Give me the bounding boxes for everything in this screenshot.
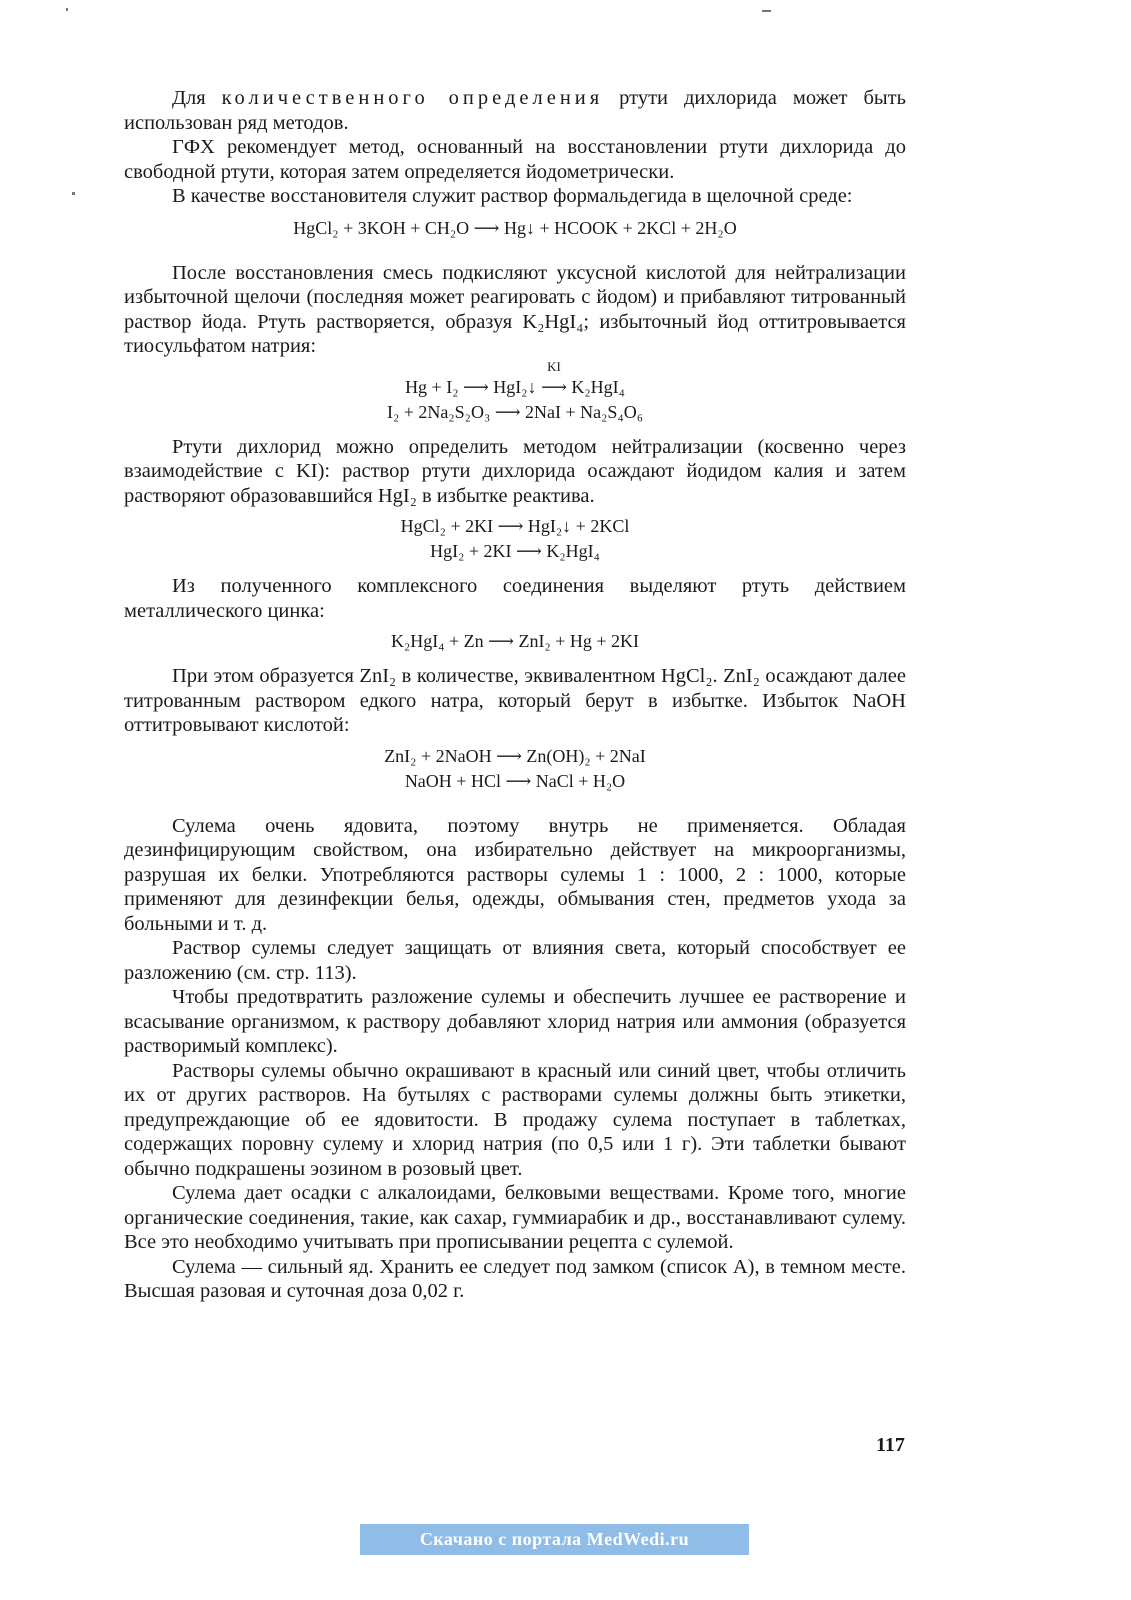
download-source-banner	[360, 1524, 749, 1555]
paragraph-alkaloids: Сулема дает осадки с алкалоидами, белковыми веществами. Кроме того, многие органические соединения, такие, как сахар, гуммиарабик и др., восстанавливают сулему. Все это необходимо учитывать при прописывании рецепта с сулемой.	[124, 1182, 906, 1253]
equation: HgCl₂ + 3KOH + CH₂O ⟶ Hg↓ + HCOOK + 2KCl + 2H₂O	[293, 217, 737, 238]
spaced-emphasis: количественного определения	[221, 87, 604, 109]
equation-group-reduction	[124, 209, 906, 261]
paragraph-light: Раствор сулемы следует защищать от влияния света, который способствует ее разложению (см. стр. 113).	[124, 937, 906, 984]
equation: ZnI₂ + 2NaOH ⟶ Zn(OH)₂ + 2NaI	[384, 745, 646, 766]
paragraph-intro	[124, 86, 906, 135]
paragraph-neutralization: Ртути дихлорид можно определить методом нейтрализации (косвенно через взаимодействие с KI): раствор ртути дихлорида осаждают йодидом калия и затем растворяют образовавшийся HgI₂ в избытке реактива.	[124, 435, 906, 507]
paragraph-coloring: Растворы сулемы обычно окрашивают в красный или синий цвет, чтобы отличить их от других растворов. На бутылях с растворами сулемы должны быть этикетки, предупреждающие об ее ядовитости. В продажу сулема поступает в таблетках, содержащих поровну сулему и хлорид натрия (по 0,5 или 1 г). Эти таблетки бывают обычно подкрашены эозином в розовый цвет.	[124, 1059, 906, 1180]
text-run: ртути дихлорида может быть использован ряд методов.	[124, 87, 906, 134]
scan-speck	[66, 8, 68, 11]
equation: HgI₂ + 2KI ⟶ K₂HgI₄	[430, 541, 600, 561]
equation	[124, 358, 906, 400]
catalyst-arrow	[541, 358, 567, 400]
paragraph-reducer: В качестве восстановителя служит раствор формальдегида в щелочной среде:	[172, 185, 853, 207]
equation-group-neutralization	[124, 508, 906, 572]
equation: I₂ + 2Na₂S₂O₃ ⟶ 2NaI + Na₂S₄O₆	[386, 401, 643, 422]
equation-group-iodometry	[124, 359, 906, 433]
paragraph-poison: Сулема очень ядовита, поэтому внутрь не применяется. Обладая дезинфицирующим свойством, она избирательно действует на микроорганизмы, разрушая их белки. Употребляются растворы сулемы 1 : 1000, 2 : 1000, которые применяют для дезинфекции белья, одежды, обмывания стен, предметов ухода за больными и т. д.	[124, 814, 906, 935]
equation-group-titration	[124, 738, 906, 802]
scan-speck	[72, 192, 75, 195]
equation-group-zinc	[124, 623, 906, 662]
paragraph-zinc: Из полученного комплексного соединения выделяют ртуть действием металлического цинка:	[124, 575, 906, 622]
equation: K₂HgI₄ + Zn ⟶ ZnI₂ + Hg + 2KI	[390, 631, 640, 651]
page-body	[124, 86, 906, 1304]
equation-part: K₂HgI₄	[566, 376, 625, 397]
paragraph-storage: Сулема — сильный яд. Хранить ее следует под замком (список А), в темном месте. Высшая разовая и суточная доза 0,02 г.	[124, 1255, 906, 1302]
scan-speck	[762, 10, 771, 12]
equation-part: Hg + I₂ ⟶ HgI₂↓	[405, 376, 542, 397]
page-number: 117	[876, 1434, 905, 1456]
paragraph-zni2: При этом образуется ZnI₂ в количестве, эквивалентном HgCl₂. ZnI₂ осаждают далее титрованным раствором едкого натра, который берут в избытке. Избыток NaOH оттитровывают кислотой:	[124, 665, 906, 736]
reaction-arrow: ⟶	[541, 376, 567, 397]
catalyst-label: KI	[547, 358, 561, 374]
paragraph-prevent-decomposition: Чтобы предотвратить разложение сулемы и обеспечить лучшее ее растворение и всасывание организмом, к раствору добавляют хлорид натрия или аммония (образуется растворимый комплекс).	[124, 986, 906, 1057]
equation: NaOH + HCl ⟶ NaCl + H₂O	[404, 770, 626, 791]
equation: HgCl₂ + 2KI ⟶ HgI₂↓ + 2KCl	[400, 516, 630, 536]
paragraph-gfx-method: ГФХ рекомендует метод, основанный на восстановлении ртути дихлорида до свободной ртути, которая затем определяется йодометрически.	[124, 136, 906, 183]
banner-text: Скачано с портала MedWedi.ru	[419, 1529, 690, 1549]
paragraph-after-reduction: После восстановления смесь подкисляют уксусной кислотой для нейтрализации избыточной щелочи (последняя может реагировать с йодом) и прибавляют титрованный раствор йода. Ртуть растворяется, образуя K₂HgI₄; избыточный йод оттитровывается тиосульфатом натрия:	[124, 261, 906, 357]
text-run: Для	[172, 87, 222, 109]
